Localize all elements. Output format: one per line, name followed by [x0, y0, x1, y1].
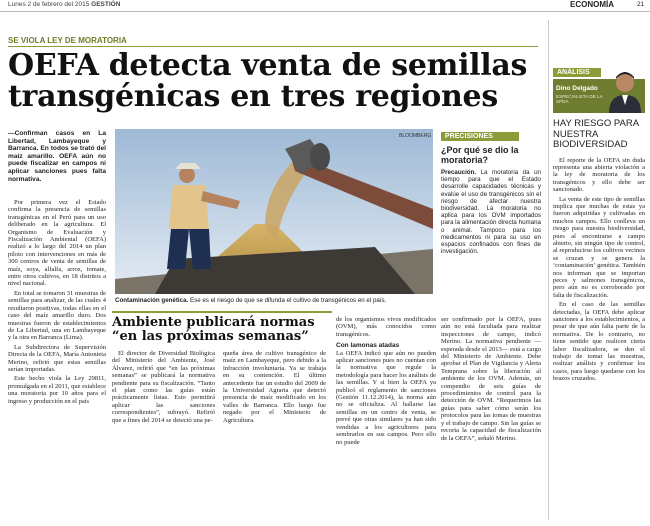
caption-text: Ese es el riesgo de que se difunda el cultivo de transgénicos en el país. [189, 297, 387, 304]
precisiones-label: PRECISIONES [441, 132, 519, 141]
photo-credit: BLOOMBERG [399, 133, 432, 139]
col1-paragraph: Por primera vez el Estado confirma la presencia de semillas transgénicas en el Perú para un uso deliberado en la agricultura. El Organismo de Evaluación y Fiscalización Ambiental (OEFA) realizó a lo largo del 2014 un plan piloto con intervenciones en más de 300 centros de venta de semillas de maíz, soya, alfalfa, arroz, tomate, entre otros cultivos, en 18 distritos a nivel nacional. [8, 199, 106, 288]
col4-text: de los organismos vivos modificados (OVM), más conocidos como transgénicos. [336, 316, 436, 338]
analisis-paragraph: En el caso de las semillas detectadas, la OEFA debe aplicar sanciones a los establecimientos, a pesar de que aún falta parte de la normativa. De lo contrario, no tiene sentido que realicen cierta labor fiscalizadora, se den el trabajo de tomar las muestras, realizar análisis y confirmar los casos, para luego quedarse con los brazos cruzados. [553, 301, 645, 383]
column-3 [223, 350, 326, 424]
col1-paragraph: Este hecho viola la Ley 29811, promulgada en el 2011, que establece una moratoria por 10 años para el ingreso y producción en el país [8, 375, 106, 405]
date-text: Lunes 2 de febrero del 2015 [8, 1, 90, 8]
col3-text: queña área de cultivo transgénico de maíz en Lambayeque, pero debido a la infracción involuntaria. Ya se trabaja en su contención. El último antecedente fue un estudio del 2009 de la Universidad Agraria que detectó presencia de maíz modificado en los valles de Barranca. Ello luego fue negado por el Ministerio de Agricultura. [223, 350, 326, 424]
col1-paragraph: En total se tomaron 31 muestras de semillas para analizar, de las cuales 4 resultaron positivas, todas ellas en el caso del maíz amarillo duro. Dos muestras fueron de establecimientos de La Libertad, una en Lambayeque y la otra en Barranca (Lima). [8, 289, 106, 342]
column-4 [336, 316, 436, 446]
precisiones-body [441, 169, 541, 255]
page-number: 21 [637, 1, 645, 8]
page-header [0, 0, 650, 12]
author-role: ESPECIALISTA DE LA SPDA [556, 94, 603, 105]
photo-caption [115, 297, 435, 304]
section-name: ECONOMÍA [570, 0, 614, 9]
precisiones-box [441, 132, 541, 255]
headline: OEFA detecta venta de semillas transgénicas en tres regiones [8, 48, 528, 114]
col4-text: La OEFA indicó que aún no pueden aplicar sanciones pues no cuentan con la normativa que regule la metodología para hacer los análisis de las semillas. Y si bien la OEFA ya publicó el reglamento de sanciones (Gestión 11.12.2014), la norma aún no se oficializa. Al hallarse las semillas en un centro de venta, se prevé que otras similares ya han sido vendidas a los agricultores para sembrarlos en sus campos. Pero ello no puede [336, 349, 436, 446]
analisis-paragraph: El reporte de la OEFA sin duda representa una abierta violación a la ley de moratoria de los transgénicos y ello debe ser sancionado. [553, 156, 645, 194]
subhead: Ambiente publicará normas “en las próximas semanas” [112, 315, 315, 344]
analisis-body [553, 157, 645, 383]
column-5 [441, 316, 541, 442]
date-line [8, 1, 120, 8]
author-avatar [607, 69, 643, 113]
author-box [553, 79, 645, 113]
col1-paragraph: La Subdirectora de Supervisión Directa de la OEFA, María Antonieta Merino, refirió que estas semillas serían importadas. [8, 343, 106, 373]
subhead-rule [112, 311, 332, 313]
column-1 [8, 199, 106, 405]
analisis-headline: HAY RIESGO PARA NUESTRA BIODIVERSIDAD [553, 118, 639, 150]
sidebar-divider [548, 20, 551, 520]
author-name: Dino Delgado [556, 85, 598, 92]
kicker: SE VIOLA LEY DE MORATORIA [8, 36, 127, 45]
precisiones-text: La moratoria da un tiempo para que el Estado desarrolle capacidades técnicas y evalúe el uso de transgénicos sin el riesgo de afectar nuestra biodiversidad. La moratoria no aplica para los OVM importados para la alimentación directa humana o animal. Tampoco para los medicamentos ni para su uso en espacios confinados con fines de investigación. [441, 169, 541, 256]
col2-text: El director de Diversidad Biológica del Ministerio del Ambiente, José Álvarez, refirió que “en las próximas semanas” se publicará la normativa pendiente para su fiscalización. “Tanto el plan como las guías están prácticamente listas. Esto permitirá aplicar las sanciones correspondientes”, subrayó. Refirió que a fines del 2014 se detectó una pe- [112, 350, 215, 424]
precisiones-question: ¿Por qué se dio la moratoria? [441, 145, 519, 165]
article-photo [115, 129, 433, 294]
analisis-paragraph: La venta de este tipo de semillas implica que muchas de estas ya fueron adquiridas y cultivadas en muchos campos. Ello conlleva un riesgo para nuestra biodiversidad, pues al encontrarse a campo abierto, sin ningún tipo de control, al reproducirse los cultivos vecinos se cruzan y se genera la ‘contaminación’ genética. También nos informan que se importan peces y salmones transgénicos, pero aún no es corroborado por falta de fiscalización. [553, 195, 645, 299]
summary-lead: —Confirman casos en La Libertad, Lambayeque y Barranca. En todos se trató del maíz amarillo. OEFA aún no puede fiscalizar en campos ni aplicar sanciones pues falta normativa. [8, 130, 106, 183]
paper-name: GESTIÓN [91, 1, 121, 8]
kicker-rule [8, 46, 538, 47]
column-2 [112, 350, 215, 424]
analisis-sidebar [553, 68, 645, 383]
caption-lead: Contaminación genética. [115, 297, 189, 304]
analisis-label: ANÁLISIS [553, 68, 601, 77]
precisiones-lead: Precaución. [441, 169, 477, 176]
col4-subhead: Con lamonas atadas [336, 342, 400, 350]
col5-text: ser confirmado por la OEFA, pues aún no está facultada para realizar inspecciones de campo, indicó Merino. La normativa pendiente —esperada desde el 2013— está a cargo del Ministerio de Ambiente. Debe aprobar el Plan de Vigilancia y Alerta Temprana sobre la liberación al ambiente de los OVM. Además, un compendio de seis guías de procedimientos de control para la detección de OVM. “Requerimos las guías para saber cómo serán los protocolos para las tomas de muestras y el trabajo de campo. Sin las guías se recorta la capacidad de fiscalización de la OEFA”, señaló Merino. [441, 316, 541, 442]
harvest-photo-illustration [115, 129, 433, 294]
